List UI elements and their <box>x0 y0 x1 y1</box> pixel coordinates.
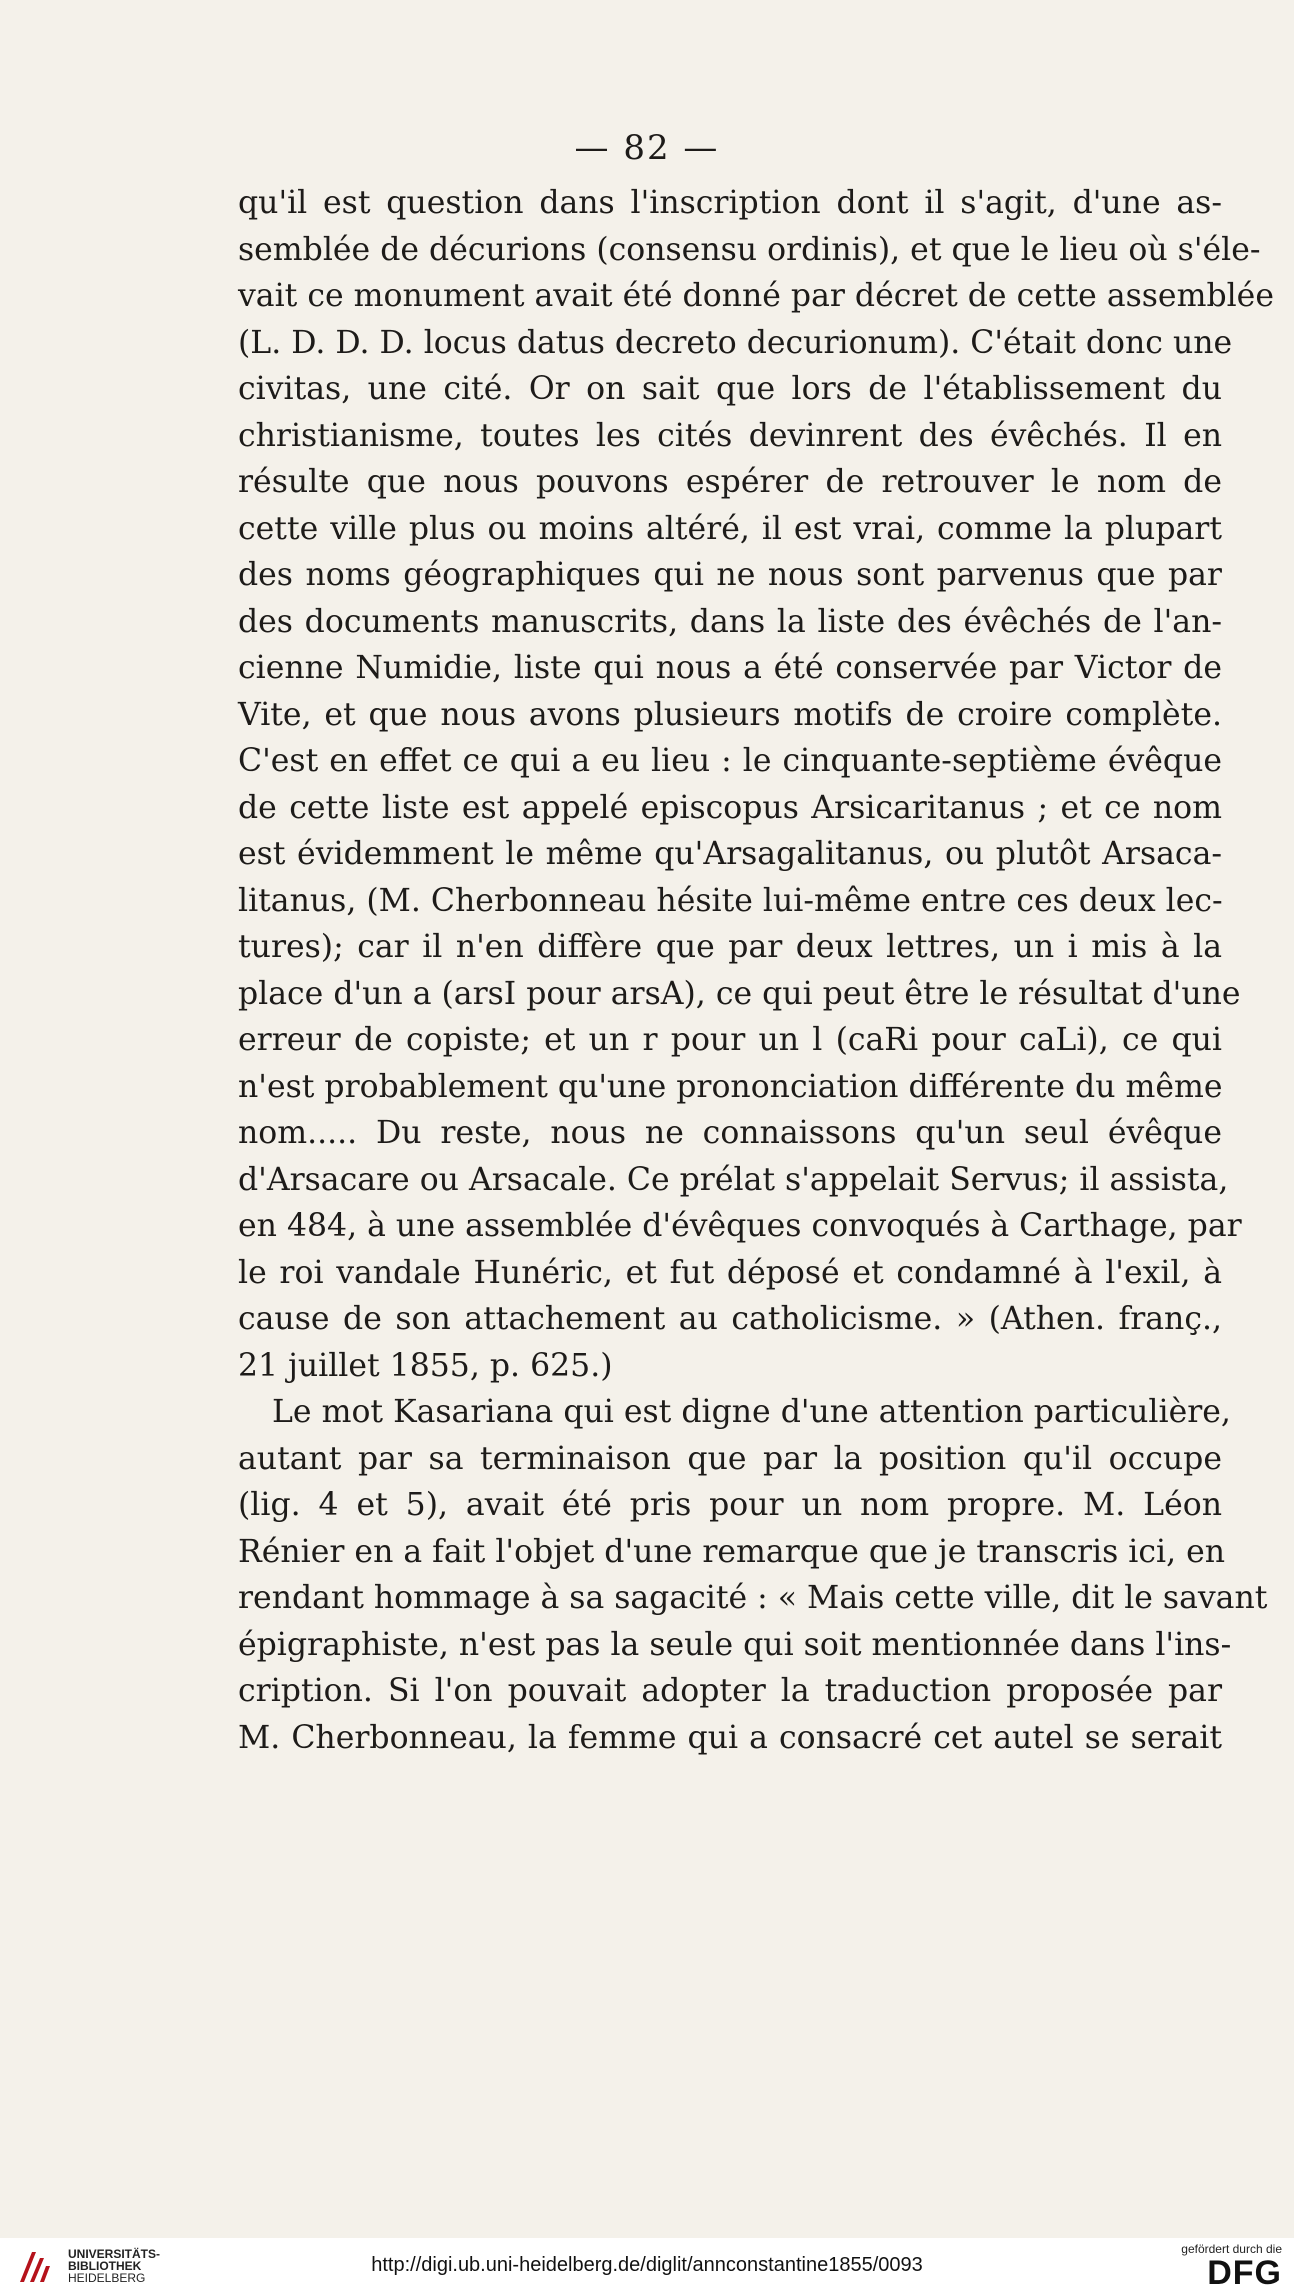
text-line: litanus, (M. Cherbonneau hésite lui-même entre ces deux lec- <box>238 882 1223 919</box>
paragraph-1 <box>238 180 1274 1389</box>
text-line: de cette liste est appelé episcopus Arsicaritanus ; et ce nom <box>238 789 1222 826</box>
body-text <box>238 180 1274 1761</box>
text-line: des documents manuscrits, dans la liste des évêchés de l'an- <box>238 603 1222 640</box>
text-line: cription. Si l'on pouvait adopter la traduction proposée par <box>238 1673 1222 1709</box>
text-line: (lig. 4 et 5), avait été pris pour un nom propre. M. Léon <box>238 1487 1222 1523</box>
text-line: vait ce monument avait été donné par décret de cette assemblée <box>238 278 1274 314</box>
text-line: nom..... Du reste, nous ne connaissons qu'un seul évêque <box>238 1115 1222 1151</box>
institution-line: UNIVERSITÄTS- <box>68 2247 161 2261</box>
sponsor <box>1181 2242 1282 2290</box>
text-line: 21 juillet 1855, p. 625.) <box>238 1347 613 1384</box>
dfg-logo: DFG <box>1207 2254 1282 2292</box>
text-line: cienne Numidie, liste qui nous a été conservée par Victor de <box>238 650 1222 686</box>
text-line: civitas, une cité. Or on sait que lors de l'établissement du <box>238 371 1222 407</box>
text-line: Rénier en a fait l'objet d'une remarque que je transcris ici, en <box>238 1533 1226 1570</box>
text-line: semblée de décurions (consensu ordinis), et que le lieu où s'éle- <box>238 231 1261 268</box>
permalink-url[interactable]: http://digi.ub.uni-heidelberg.de/diglit/annconstantine1855/0093 <box>371 2254 923 2276</box>
footer-bar <box>0 2238 1294 2292</box>
institution-line: HEIDELBERG <box>68 2271 146 2285</box>
institution-line: BIBLIOTHEK <box>68 2259 142 2273</box>
text-line: qu'il est question dans l'inscription dont il s'agit, d'une as- <box>238 185 1222 221</box>
text-line: Vite, et que nous avons plusieurs motifs de croire complète. <box>238 696 1222 733</box>
text-line: M. Cherbonneau, la femme qui a consacré cet autel se serait <box>238 1719 1222 1756</box>
text-line: erreur de copiste; et un r pour un l (caRi pour caLi), ce qui <box>238 1022 1222 1058</box>
text-line: cause de son attachement au catholicisme. » (Athen. franç., <box>238 1301 1222 1337</box>
text-line: place d'un a (arsI pour arsA), ce qui peut être le résultat d'une <box>238 975 1241 1012</box>
text-line: est évidemment le même qu'Arsagalitanus, ou plutôt Arsaca- <box>238 836 1222 872</box>
text-line: résulte que nous pouvons espérer de retrouver le nom de <box>238 464 1222 500</box>
text-line: autant par sa terminaison que par la position qu'il occupe <box>238 1440 1222 1477</box>
text-line: C'est en effet ce qui a eu lieu : le cinquante-septième évêque <box>238 743 1222 779</box>
text-line: christianisme, toutes les cités devinrent des évêchés. Il en <box>238 417 1222 454</box>
text-line: des noms géographiques qui ne nous sont parvenus que par <box>238 557 1222 593</box>
text-line: n'est probablement qu'une prononciation différente du même <box>238 1068 1223 1105</box>
paragraph-2 <box>238 1389 1268 1761</box>
text-line: (L. D. D. D. locus datus decreto decurionum). C'était donc une <box>238 324 1233 361</box>
text-line: d'Arsacare ou Arsacale. Ce prélat s'appelait Servus; il assista, <box>238 1161 1229 1198</box>
text-line: tures); car il n'en diffère que par deux lettres, un i mis à la <box>238 929 1222 965</box>
page-number: — 82 — <box>574 128 720 168</box>
text-line: Le mot Kasariana qui est digne d'une attention particulière, <box>272 1394 1231 1430</box>
text-line: épigraphiste, n'est pas la seule qui soit mentionnée dans l'ins- <box>238 1626 1232 1663</box>
text-line: cette ville plus ou moins altéré, il est vrai, comme la plupart <box>238 510 1222 547</box>
sponsor-label: gefördert durch die <box>1181 2242 1282 2256</box>
text-line: le roi vandale Hunéric, et fut déposé et condamné à l'exil, à <box>238 1254 1222 1291</box>
text-line: en 484, à une assemblée d'évêques convoqués à Carthage, par <box>238 1208 1242 1244</box>
text-line: rendant hommage à sa sagacité : « Mais cette ville, dit le savant <box>238 1580 1268 1616</box>
